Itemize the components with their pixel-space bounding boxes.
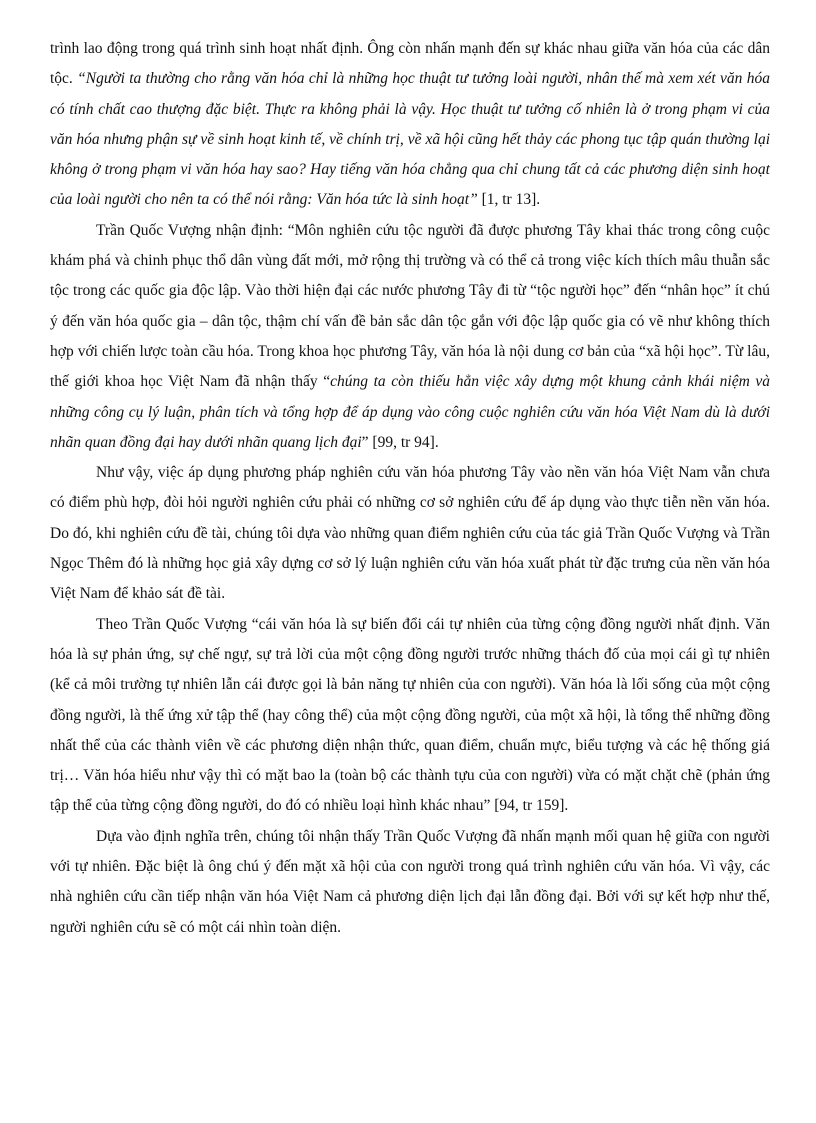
paragraph-1 xyxy=(50,34,770,216)
paragraph-1-text: trình lao động trong quá trình sinh hoạt nhất định. Ông còn nhấn mạnh đến sự khác nhau giữa văn hóa của các dân tộc. xyxy=(50,40,770,88)
paragraph-4-text: Theo Trần Quốc Vượng “cái văn hóa là sự biến đổi cái tự nhiên của từng cộng đồng người nhất định. Văn hóa là sự phản ứng, sự chế ngự, sự trả lời của một cộng đồng người trước những thách đố của mọi cái gì tự nhiên (kể cả môi trường tự nhiên lẫn cái được gọi là bản năng tự nhiên của con người). Văn hóa là lối sống của một cộng đồng người, là thế ứng xử tập thể (hay công thể) của một cộng đồng người, của một xã hội, là tổng thể những đồng nhất thể của các thành viên về các phương diện nhận thức, quan điểm, chuẩn mực, biểu tượng và các hệ thống giá trị… Văn hóa hiểu như vậy thì có mặt bao la (toàn bộ các thành tựu của con người) vừa có mặt chặt chẽ (phản ứng tập thể của từng cộng đồng người, do đó có nhiều loại hình khác nhau” [94, tr 159]. xyxy=(50,615,770,815)
paragraph-1-quote: “Người ta thường cho rằng văn hóa chỉ là những học thuật tư tưởng loài người, nhân thế mà xem xét văn hóa có tính chất cao thượng đặc biệt. Thực ra không phải là vậy. Học thuật tư tưởng cố nhiên là ở trong phạm vi của văn hóa nhưng phận sự về sinh hoạt kinh tế, về chính trị, về xã hội cũng hết thảy các phong tục tập quán thường lại không ở trong phạm vi văn hóa hay sao? Hay tiếng văn hóa chẳng qua chỉ chung tất cả các phương diện sinh hoạt của loài người cho nên ta có thể nói rằng: Văn hóa tức là sinh hoạt” xyxy=(50,70,771,209)
paragraph-2-text: Trần Quốc Vượng nhận định: “Môn nghiên cứu tộc người đã được phương Tây khai thác trong công cuộc khám phá và chinh phục thổ dân vùng đất mới, mở rộng thị trường và có thể cả trong việc kích thích mâu thuẫn sắc tộc trong các quốc gia độc lập. Vào thời hiện đại các nước phương Tây đi từ “tộc người học” đến “nhân học” ít chú ý đến văn hóa quốc gia – dân tộc, thậm chí vấn đề bản sắc dân tộc gắn với độc lập quốc gia có vẽ như không thích hợp với chiến lược toàn cầu hóa. Trong khoa học phương Tây, văn hóa là nội dung cơ bản của “xã hội học”. Từ lâu, thế giới khoa học Việt Nam đã nhận thấy “ xyxy=(50,221,770,391)
paragraph-5 xyxy=(50,822,770,943)
paragraph-1-citation: [1, tr 13]. xyxy=(477,191,541,209)
paragraph-3-text: Như vậy, việc áp dụng phương pháp nghiên cứu văn hóa phương Tây vào nền văn hóa Việt Nam vẫn chưa có điểm phù hợp, đòi hỏi người nghiên cứu phải có những cơ sở nghiên cứu để áp dụng vào thực tiễn nền văn hóa. Do đó, khi nghiên cứu đề tài, chúng tôi dựa vào những quan điểm nghiên cứu của tác giả Trần Quốc Vượng và Trần Ngọc Thêm đó là những học giả xây dựng cơ sở lý luận nghiên cứu văn hóa xuất phát từ đặc trưng của nền văn hóa Việt Nam để khảo sát đề tài. xyxy=(50,464,770,603)
paragraph-5-text: Dựa vào định nghĩa trên, chúng tôi nhận thấy Trần Quốc Vượng đã nhấn mạnh mối quan hệ giữa con người với tự nhiên. Đặc biệt là ông chú ý đến mặt xã hội của con người trong quá trình nghiên cứu văn hóa. Vì vậy, các nhà nghiên cứu cần tiếp nhận văn hóa Việt Nam cả phương diện lịch đại lẫn đồng đại. Bởi với sự kết hợp như thế, người nghiên cứu sẽ có một cái nhìn toàn diện. xyxy=(50,827,770,936)
paragraph-2 xyxy=(50,216,770,458)
paragraph-3 xyxy=(50,458,770,609)
paragraph-2-quote: chúng ta còn thiếu hẳn việc xây dựng một khung cảnh khái niệm và những công cụ lý luận, phân tích và tổng hợp để áp dụng vào công cuộc nghiên cứu văn hóa Việt Nam dù là dưới nhãn quan đồng đại hay dưới nhãn quang lịch đại xyxy=(50,373,770,451)
paragraph-4 xyxy=(50,610,770,822)
paragraph-2-citation: ” [99, tr 94]. xyxy=(361,433,439,451)
